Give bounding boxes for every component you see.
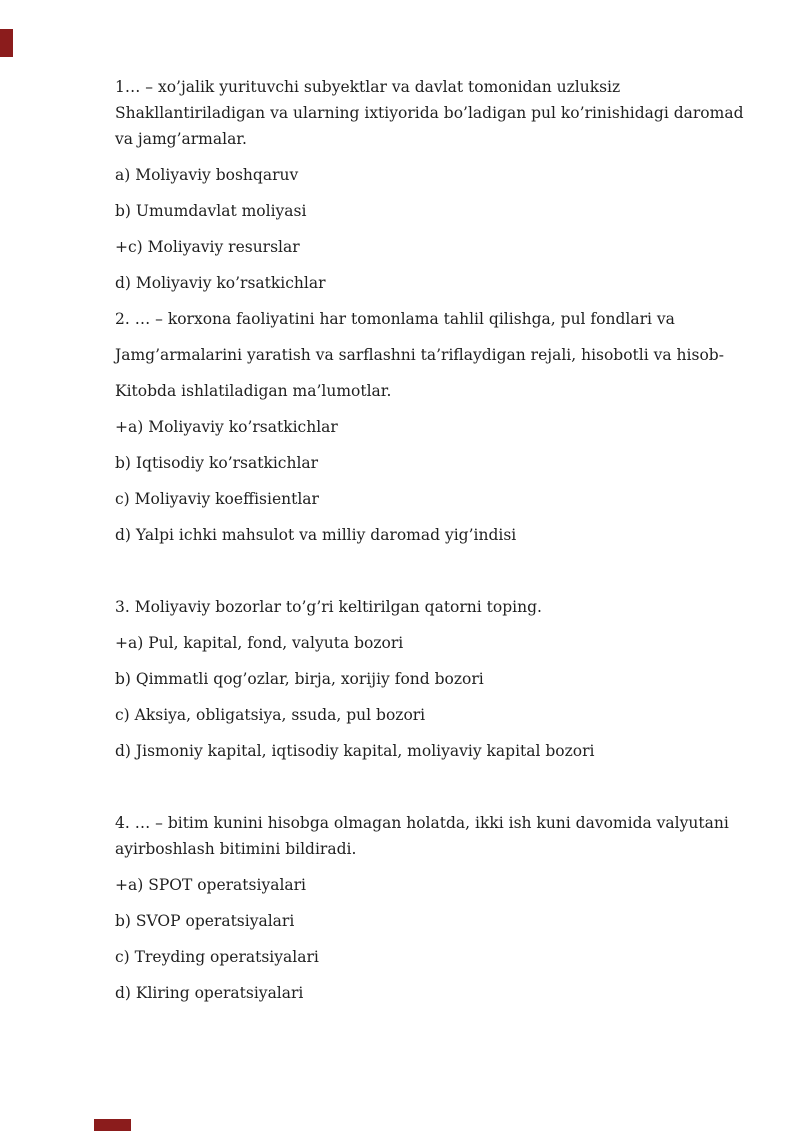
question-1-stem-line-1: 1… – xo’jalik yurituvchi subyektlar va davlat tomonidan uzluksiz [115, 78, 621, 96]
question-1-stem [115, 74, 760, 152]
option-text: d) Yalpi ichki mahsulot va milliy daromad yig’indisi [115, 526, 517, 544]
question-2-stem-line-2 [115, 342, 760, 368]
option-text: d) Jismoniy kapital, iqtisodiy kapital, moliyaviy kapital bozori [115, 742, 595, 760]
option-text: a) Moliyaviy boshqaruv [115, 166, 299, 184]
question-2-option-a-correct [115, 414, 760, 440]
question-2-stem-line-1 [115, 306, 760, 332]
question-4-option-a-correct [115, 872, 760, 898]
option-text: b) Umumdavlat moliyasi [115, 202, 307, 220]
question-4-stem [115, 810, 760, 862]
question-4-option-c [115, 944, 760, 970]
question-4-stem-line-2: ayirboshlash bitimini bildiradi. [115, 840, 357, 858]
question-4-stem-line-1: 4. … – bitim kunini hisobga olmagan holatda, ikki ish kuni davomida valyutani [115, 814, 729, 832]
question-4-option-d [115, 980, 760, 1006]
redaction-mark-bottom [94, 1119, 131, 1131]
question-3-stem [115, 594, 760, 620]
question-2-stem-line-3 [115, 378, 760, 404]
question-text-line: 3. Moliyaviy bozorlar to’g’ri keltirilgan qatorni toping. [115, 598, 542, 616]
option-text: +a) SPOT operatsiyalari [115, 876, 307, 894]
question-3-option-d [115, 738, 760, 764]
option-text: b) Iqtisodiy ko’rsatkichlar [115, 454, 319, 472]
question-3-option-b [115, 666, 760, 692]
option-text: d) Moliyaviy ko’rsatkichlar [115, 274, 326, 292]
blank-line [115, 774, 760, 810]
question-text-line: Jamg’armalarini yaratish va sarflashni ta’riflaydigan rejali, hisobotli va hisob- [115, 346, 724, 364]
question-1-stem-line-2: Shakllantiriladigan va ularning ixtiyorida bo’ladigan pul ko’rinishidagi daromad [115, 104, 744, 122]
question-3-option-a-correct [115, 630, 760, 656]
redaction-mark-top-left [0, 29, 13, 57]
question-2-option-d [115, 522, 760, 548]
question-1-option-d [115, 270, 760, 296]
question-1-option-a [115, 162, 760, 188]
quiz-document [115, 74, 760, 1016]
option-text: b) Qimmatli qog’ozlar, birja, xorijiy fond bozori [115, 670, 484, 688]
option-text: +a) Moliyaviy ko’rsatkichlar [115, 418, 338, 436]
option-text: c) Aksiya, obligatsiya, ssuda, pul bozori [115, 706, 426, 724]
question-3-option-c [115, 702, 760, 728]
option-text: d) Kliring operatsiyalari [115, 984, 304, 1002]
question-1-option-b [115, 198, 760, 224]
option-text: +c) Moliyaviy resurslar [115, 238, 300, 256]
question-1-option-c-correct [115, 234, 760, 260]
question-text-line: 2. … – korxona faoliyatini har tomonlama tahlil qilishga, pul fondlari va [115, 310, 675, 328]
option-text: c) Treyding operatsiyalari [115, 948, 319, 966]
option-text: +a) Pul, kapital, fond, valyuta bozori [115, 634, 404, 652]
blank-line [115, 558, 760, 594]
question-4-option-b [115, 908, 760, 934]
option-text: c) Moliyaviy koeffisientlar [115, 490, 319, 508]
question-2-option-b [115, 450, 760, 476]
question-text-line: Kitobda ishlatiladigan ma’lumotlar. [115, 382, 392, 400]
question-2-option-c [115, 486, 760, 512]
question-1-stem-line-3: va jamg’armalar. [115, 130, 247, 148]
option-text: b) SVOP operatsiyalari [115, 912, 295, 930]
